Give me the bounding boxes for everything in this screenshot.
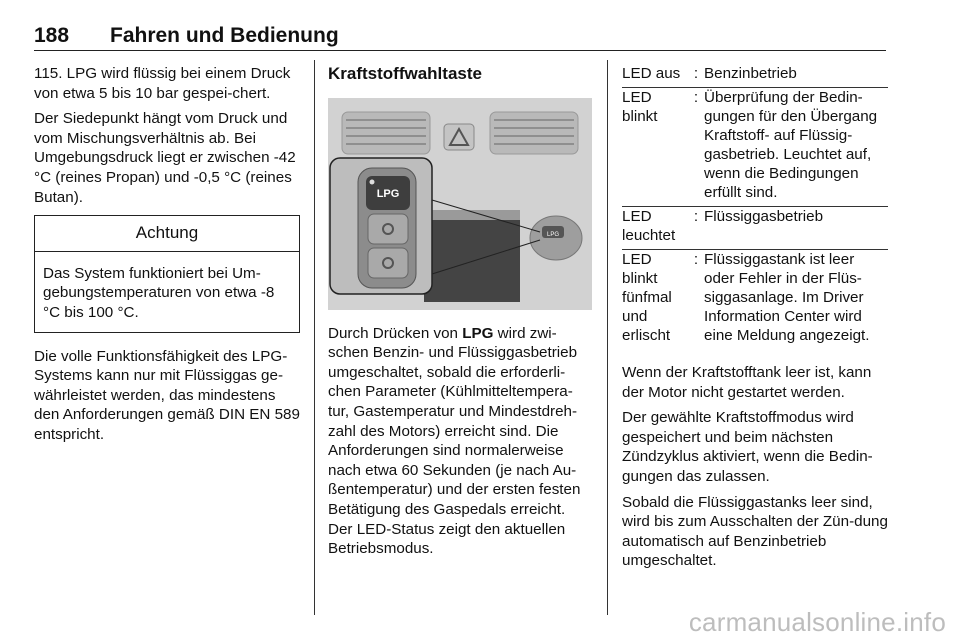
lpg-button-label-small: LPG xyxy=(546,231,560,238)
body-pre: Durch Drücken von xyxy=(328,324,463,342)
led-value: Flüssiggastank ist leer oder Fehler in der Flüs-siggasanlage. Im Driver Information Center wird eine Meldung angezeigt. xyxy=(704,251,870,344)
table-row xyxy=(622,250,888,350)
page-header xyxy=(34,22,886,51)
table-row xyxy=(622,88,888,207)
paragraph-lpg-switch xyxy=(328,324,592,559)
warning-text: Das System funktioniert bei Um-gebungstemperaturen von etwa -8 °C bis 100 °C. xyxy=(43,264,275,321)
paragraph-empty-tank: Wenn der Kraftstofftank leer ist, kann der Motor nicht gestartet werden. xyxy=(622,364,872,401)
table-row xyxy=(622,207,888,250)
body-post: wird zwi-schen Benzin- und Flüssiggasbetrieb umgeschaltet, sobald die erforderli-chen Parameter (Kühlmitteltempera-tur, Gastemperatur und Mindestdreh-zahl des Motors) erreicht sind. Die Anforderungen sind normalerweise nach etwa 60 Sekunden (je nach Au-ßentemperatur) und der ersten festen Betätigung des Gaspedals erreicht. Der LED-Status zeigt den aktuellen Betriebsmodus. xyxy=(328,324,581,558)
column-left xyxy=(34,64,300,451)
dashboard-drawing xyxy=(328,98,592,310)
led-sep: : xyxy=(693,208,699,225)
warning-box xyxy=(34,215,300,332)
led-value: Überprüfung der Bedin-gungen für den Übergang Kraftstoff- auf Flüssig-gasbetrieb. Leuchtet auf, wenn die Bedingungen erfüllt sind. xyxy=(704,89,878,201)
led-key: LED aus xyxy=(622,65,681,82)
paragraph-lpg-pressure: 115. LPG wird flüssig bei einem Druck von etwa 5 bis 10 bar gespei-chert. xyxy=(34,65,291,102)
led-sep: : xyxy=(693,251,699,268)
section-title: Kraftstoffwahltaste xyxy=(328,64,482,83)
warning-title: Achtung xyxy=(35,216,299,252)
paragraph-fuel-mode-saved: Der gewählte Kraftstoffmodus wird gespeichert und beim nächsten Zündzyklus aktiviert, wenn die Bedin-gungen das zulassen. xyxy=(622,409,873,485)
led-key: LED blinkt xyxy=(622,89,658,125)
table-row xyxy=(622,64,888,88)
paragraph-functionality: Die volle Funktionsfähigkeit des LPG-Systems kann nur mit Flüssiggas ge-währleistet werden, das mindestens den Anforderungen gemäß DIN EN 589 entspricht. xyxy=(34,347,300,443)
page-number: 188 xyxy=(34,24,70,47)
led-value: Benzinbetrieb xyxy=(704,65,797,82)
paragraph-boiling-point: Der Siedepunkt hängt vom Druck und vom Mischungsverhältnis ab. Bei Umgebungsdruck liegt er zwischen -42 °C (reines Propan) und -0,5 °C (reines Butan). xyxy=(34,110,296,206)
led-sep: : xyxy=(693,89,699,106)
watermark: carmanualsonline.info xyxy=(688,607,946,637)
fuel-selector-illustration xyxy=(328,98,592,310)
led-sep: : xyxy=(693,65,699,82)
page-title: Fahren und Bedienung xyxy=(110,24,339,47)
column-divider-1 xyxy=(314,60,315,615)
column-middle xyxy=(328,64,592,565)
led-key: LED blinkt fünfmal und erlischt xyxy=(622,251,672,344)
body-bold-lpg: LPG xyxy=(462,324,494,342)
led-key: LED leuchtet xyxy=(622,208,676,244)
lpg-button-label: LPG xyxy=(376,187,400,200)
column-right xyxy=(622,64,888,577)
led-status-table xyxy=(622,64,888,349)
paragraph-auto-switch: Sobald die Flüssiggastanks leer sind, wird bis zum Ausschalten der Zün-dung automatisch auf Benzinbetrieb umgeschaltet. xyxy=(622,493,888,570)
led-value: Flüssiggasbetrieb xyxy=(704,208,824,225)
column-divider-2 xyxy=(607,60,608,615)
